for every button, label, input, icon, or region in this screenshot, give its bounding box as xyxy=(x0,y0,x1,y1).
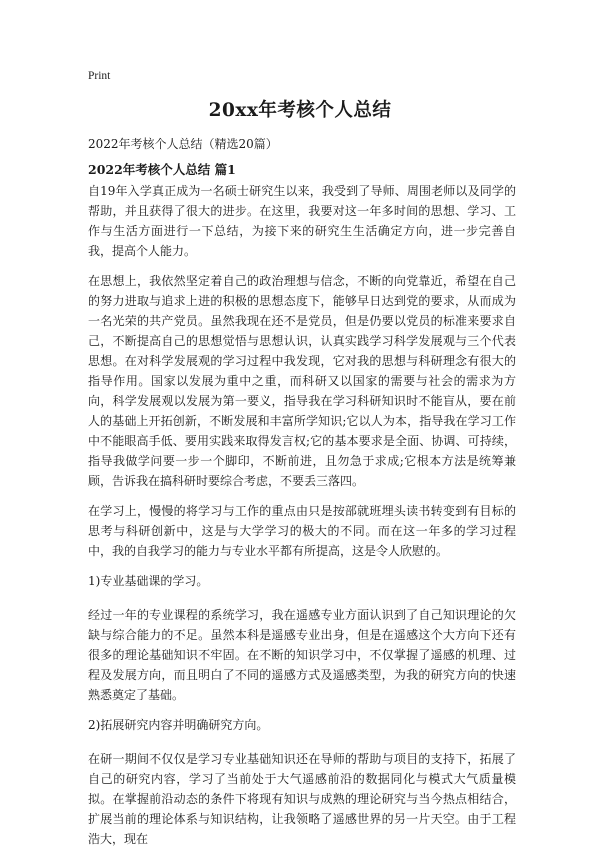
paragraph-thought: 在思想上，我依然坚定着自己的政治理想与信念，不断的向党靠近，希望在自己的努力进取与追求上进的积极的思想态度下，能够早日达到党的要求，从而成为一名光荣的共产党员。虽然我现在还不是党员，但是仍要以党员的标准来要求自己，不断提高自己的思想觉悟与思想认识，认真实践学习科学发展观与三个代表思想。在对科学发展观的学习过程中我发现，它对我的思想与科研理念有很大的指导作用。国家以发展为重中之重，而科研又以国家的需要与社会的需求为方向，科学发展观以发展为第一要义，指导我在学习科研知识时不能盲从，要在前人的基础上开拓创新，不断发展和丰富所学知识;它以人为本，指导我在学习工作中不能眼高手低、要用实践来取得发言权;它的基本要求是全面、协调、可持续，指导我做学问要一步一个脚印，不断前进，且勿急于求成;它根本方法是统筹兼顾，告诉我在搞科研时要综合考虑，不要丢三落四。 xyxy=(88,274,516,488)
section-heading: 2022年考核个人总结 篇1 xyxy=(88,162,236,177)
print-link[interactable]: Print xyxy=(88,70,111,82)
document-subtitle: 2022年考核个人总结（精选20篇） xyxy=(88,137,278,151)
paragraph-courses: 经过一年的专业课程的系统学习，我在遥感专业方面认识到了自己知识理论的欠缺与综合能力的不足。虽然本科是遥感专业出身，但是在遥感这个大方向下还有很多的理论基础知识不牢固。在不断的知识学习中，不仅掌握了遥感的机理、过程及发展方向，而且明白了不同的遥感方式及遥感类型，为我的研究方向的快速熟悉奠定了基础。 xyxy=(88,608,516,702)
list-item-basic-courses: 1)专业基础课的学习。 xyxy=(88,574,209,588)
document-body xyxy=(88,181,516,859)
list-item-research-direction: 2)拓展研究内容并明确研究方向。 xyxy=(88,718,269,732)
paragraph-intro: 自19年入学真正成为一名硕士研究生以来，我受到了导师、周围老师以及同学的帮助，并且获得了很大的进步。在这里，我要对这一年多时间的思想、学习、工作与生活方面进行一下总结，为接下来的研究生生活确定方向，进一步完善自我，提高个人能力。 xyxy=(88,184,516,258)
document-title: 20xx年考核个人总结 xyxy=(208,100,392,121)
paragraph-research: 在研一期间不仅仅是学习专业基础知识还在导师的帮助与项目的支持下，拓展了自己的研究内容，学习了当前处于大气遥感前沿的数据同化与模式大气质量模拟。在掌握前沿动态的条件下将现有知识与成熟的理论研究与当今热点相结合，扩展当前的理论体系与知识结构，让我领略了遥感世界的另一片天空。由于工程浩大，现在 xyxy=(88,752,516,846)
paragraph-study: 在学习上，慢慢的将学习与工作的重点由只是按部就班埋头读书转变到有目标的思考与科研创新中，这是与大学学习的极大的不同。而在这一年多的学习过程中，我的自我学习的能力与专业水平都有所提高，这是令人欣慰的。 xyxy=(88,504,516,558)
